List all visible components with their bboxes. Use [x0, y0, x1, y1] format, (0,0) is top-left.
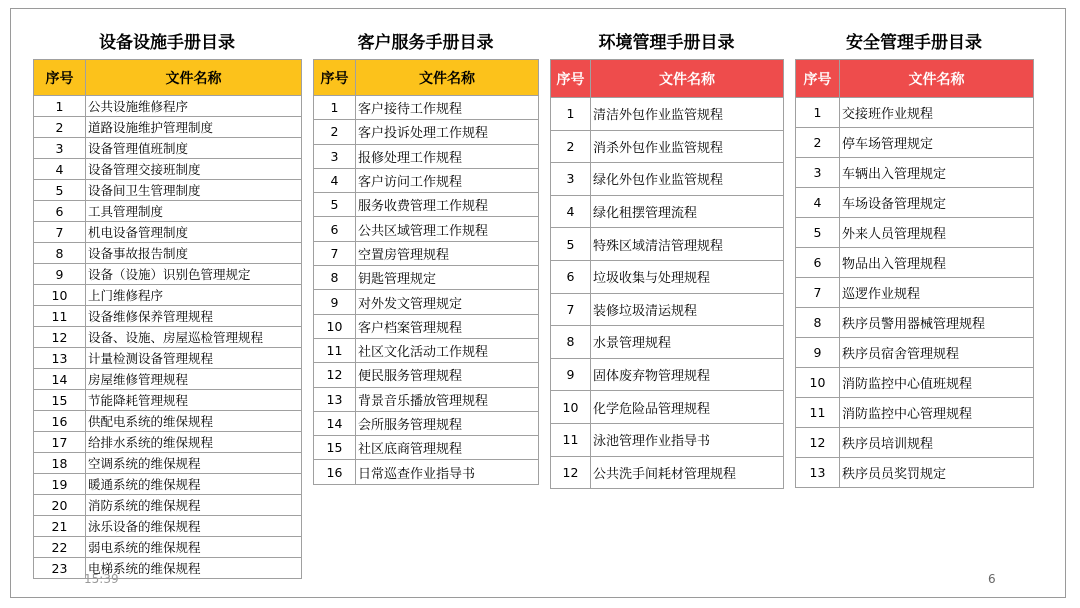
table-row	[34, 306, 302, 327]
document-name: 道路设施维护管理制度	[86, 117, 302, 138]
document-name: 秩序员警用器械管理规程	[840, 308, 1034, 338]
row-number: 3	[34, 138, 86, 159]
document-name: 公共设施维修程序	[86, 96, 302, 117]
document-name: 设备、设施、房屋巡检管理规程	[86, 327, 302, 348]
table-row	[314, 168, 539, 192]
document-name: 钥匙管理规定	[356, 266, 539, 290]
table-row	[551, 228, 784, 261]
document-name: 物品出入管理规程	[840, 248, 1034, 278]
table-row	[34, 537, 302, 558]
row-number: 22	[34, 537, 86, 558]
row-number: 9	[34, 264, 86, 285]
table-row	[551, 98, 784, 131]
table-row	[796, 308, 1034, 338]
row-number: 7	[796, 278, 840, 308]
row-number: 19	[34, 474, 86, 495]
document-name: 消杀外包作业监管规程	[591, 130, 784, 163]
row-number: 8	[314, 266, 356, 290]
row-number: 2	[34, 117, 86, 138]
row-number: 2	[796, 128, 840, 158]
table-row	[34, 516, 302, 537]
table-row	[34, 369, 302, 390]
table-row	[34, 201, 302, 222]
document-name: 车辆出入管理规定	[840, 158, 1034, 188]
header-num: 序号	[551, 60, 591, 98]
document-name: 给排水系统的维保规程	[86, 432, 302, 453]
row-number: 13	[314, 387, 356, 411]
row-number: 21	[34, 516, 86, 537]
row-number: 4	[314, 168, 356, 192]
table-row	[34, 138, 302, 159]
table-row	[314, 411, 539, 435]
row-number: 11	[796, 398, 840, 428]
row-number: 20	[34, 495, 86, 516]
row-number: 18	[34, 453, 86, 474]
document-name: 社区底商管理规程	[356, 436, 539, 460]
table-row	[551, 293, 784, 326]
environment-title: 环境管理手册目录	[598, 33, 735, 53]
table-row	[796, 428, 1034, 458]
row-number: 5	[796, 218, 840, 248]
row-number: 9	[551, 358, 591, 391]
table-row	[314, 266, 539, 290]
document-name: 停车场管理规定	[840, 128, 1034, 158]
table-row	[314, 241, 539, 265]
row-number: 8	[796, 308, 840, 338]
header-name: 文件名称	[591, 60, 784, 98]
table-header-row	[314, 60, 539, 96]
document-name: 公共区域管理工作规程	[356, 217, 539, 241]
row-number: 1	[34, 96, 86, 117]
table-row	[34, 432, 302, 453]
table-row	[551, 326, 784, 359]
row-number: 4	[551, 195, 591, 228]
table-row	[34, 474, 302, 495]
equipment-table	[33, 59, 302, 579]
row-number: 5	[34, 180, 86, 201]
document-name: 车场设备管理规定	[840, 188, 1034, 218]
table-row	[34, 222, 302, 243]
document-name: 机电设备管理制度	[86, 222, 302, 243]
table-row	[796, 248, 1034, 278]
customer-service-table	[313, 59, 539, 485]
table-row	[34, 411, 302, 432]
row-number: 13	[796, 458, 840, 488]
document-name: 空调系统的维保规程	[86, 453, 302, 474]
row-number: 1	[796, 98, 840, 128]
document-name: 服务收费管理工作规程	[356, 193, 539, 217]
document-name: 消防监控中心值班规程	[840, 368, 1034, 398]
row-number: 8	[34, 243, 86, 264]
header-num: 序号	[314, 60, 356, 96]
document-name: 垃圾收集与处理规程	[591, 260, 784, 293]
table-row	[34, 285, 302, 306]
row-number: 7	[314, 241, 356, 265]
table-row	[551, 423, 784, 456]
table-row	[551, 163, 784, 196]
document-name: 会所服务管理规程	[356, 411, 539, 435]
document-name: 秩序员宿舍管理规程	[840, 338, 1034, 368]
row-number: 8	[551, 326, 591, 359]
table-row	[34, 390, 302, 411]
document-name: 空置房管理规程	[356, 241, 539, 265]
document-name: 节能降耗管理规程	[86, 390, 302, 411]
row-number: 10	[551, 391, 591, 424]
table-row	[796, 398, 1034, 428]
row-number: 12	[34, 327, 86, 348]
table-row	[796, 458, 1034, 488]
header-name: 文件名称	[840, 60, 1034, 98]
row-number: 6	[34, 201, 86, 222]
document-name: 清洁外包作业监管规程	[591, 98, 784, 131]
document-name: 客户投诉处理工作规程	[356, 120, 539, 144]
header-name: 文件名称	[356, 60, 539, 96]
document-name: 设备间卫生管理制度	[86, 180, 302, 201]
document-name: 巡逻作业规程	[840, 278, 1034, 308]
row-number: 7	[34, 222, 86, 243]
row-number: 9	[796, 338, 840, 368]
safety-table-body	[796, 98, 1034, 488]
document-name: 外来人员管理规程	[840, 218, 1034, 248]
table-row	[551, 456, 784, 489]
table-row	[796, 218, 1034, 248]
table-row	[314, 290, 539, 314]
row-number: 11	[34, 306, 86, 327]
document-name: 绿化租摆管理流程	[591, 195, 784, 228]
header-num: 序号	[796, 60, 840, 98]
document-name: 交接班作业规程	[840, 98, 1034, 128]
document-name: 社区文化活动工作规程	[356, 338, 539, 362]
equipment-table-body	[34, 96, 302, 579]
table-row	[796, 128, 1034, 158]
row-number: 5	[551, 228, 591, 261]
table-row	[34, 117, 302, 138]
table-row	[34, 327, 302, 348]
row-number: 15	[314, 436, 356, 460]
table-row	[34, 558, 302, 579]
safety-table	[795, 59, 1034, 488]
equipment-title: 设备设施手册目录	[99, 33, 235, 53]
document-name: 水景管理规程	[591, 326, 784, 359]
row-number: 14	[34, 369, 86, 390]
row-number: 23	[34, 558, 86, 579]
table-row	[314, 363, 539, 387]
customer-service-table-body	[314, 96, 539, 485]
document-name: 公共洗手间耗材管理规程	[591, 456, 784, 489]
document-name: 装修垃圾清运规程	[591, 293, 784, 326]
row-number: 11	[314, 338, 356, 362]
row-number: 6	[796, 248, 840, 278]
document-name: 消防系统的维保规程	[86, 495, 302, 516]
row-number: 3	[551, 163, 591, 196]
table-row	[34, 96, 302, 117]
table-row	[314, 144, 539, 168]
document-name: 电梯系统的维保规程	[86, 558, 302, 579]
table-row	[34, 495, 302, 516]
document-name: 秩序员员奖罚规定	[840, 458, 1034, 488]
document-name: 设备管理值班制度	[86, 138, 302, 159]
document-name: 客户访问工作规程	[356, 168, 539, 192]
row-number: 6	[314, 217, 356, 241]
table-row	[314, 436, 539, 460]
table-row	[796, 278, 1034, 308]
row-number: 17	[34, 432, 86, 453]
header-num: 序号	[34, 60, 86, 96]
row-number: 11	[551, 423, 591, 456]
row-number: 10	[796, 368, 840, 398]
table-header-row	[796, 60, 1034, 98]
document-name: 设备维修保养管理规程	[86, 306, 302, 327]
row-number: 9	[314, 290, 356, 314]
row-number: 15	[34, 390, 86, 411]
table-row	[796, 158, 1034, 188]
document-name: 特殊区域清洁管理规程	[591, 228, 784, 261]
row-number: 16	[314, 460, 356, 484]
table-row	[314, 314, 539, 338]
row-number: 16	[34, 411, 86, 432]
document-name: 设备（设施）识别色管理规定	[86, 264, 302, 285]
table-row	[34, 453, 302, 474]
row-number: 1	[314, 96, 356, 120]
document-name: 秩序员培训规程	[840, 428, 1034, 458]
table-row	[314, 120, 539, 144]
document-name: 设备事故报告制度	[86, 243, 302, 264]
table-header-row	[551, 60, 784, 98]
safety-title: 安全管理手册目录	[846, 33, 982, 53]
table-row	[796, 98, 1034, 128]
table-row	[796, 338, 1034, 368]
table-row	[314, 193, 539, 217]
document-name: 设备管理交接班制度	[86, 159, 302, 180]
document-name: 计量检测设备管理规程	[86, 348, 302, 369]
customer-service-title: 客户服务手册目录	[357, 33, 494, 53]
environment-table-body	[551, 98, 784, 489]
table-row	[796, 188, 1034, 218]
row-number: 13	[34, 348, 86, 369]
table-row	[314, 338, 539, 362]
document-name: 日常巡查作业指导书	[356, 460, 539, 484]
document-name: 绿化外包作业监管规程	[591, 163, 784, 196]
row-number: 5	[314, 193, 356, 217]
row-number: 1	[551, 98, 591, 131]
row-number: 12	[314, 363, 356, 387]
document-name: 弱电系统的维保规程	[86, 537, 302, 558]
document-name: 化学危险品管理规程	[591, 391, 784, 424]
document-name: 泳池管理作业指导书	[591, 423, 784, 456]
table-row	[314, 387, 539, 411]
row-number: 4	[34, 159, 86, 180]
document-name: 便民服务管理规程	[356, 363, 539, 387]
table-row	[314, 217, 539, 241]
table-row	[34, 348, 302, 369]
document-name: 消防监控中心管理规程	[840, 398, 1034, 428]
document-name: 固体废弃物管理规程	[591, 358, 784, 391]
row-number: 3	[796, 158, 840, 188]
table-row	[34, 159, 302, 180]
row-number: 2	[314, 120, 356, 144]
row-number: 10	[314, 314, 356, 338]
table-row	[314, 96, 539, 120]
table-row	[551, 260, 784, 293]
row-number: 3	[314, 144, 356, 168]
document-name: 报修处理工作规程	[356, 144, 539, 168]
document-name: 泳乐设备的维保规程	[86, 516, 302, 537]
document-name: 对外发文管理规定	[356, 290, 539, 314]
table-row	[551, 130, 784, 163]
footer-time: 15:39	[84, 572, 119, 586]
environment-table	[550, 59, 784, 489]
page-number: 6	[988, 572, 996, 586]
table-row	[796, 368, 1034, 398]
document-name: 工具管理制度	[86, 201, 302, 222]
document-name: 供配电系统的维保规程	[86, 411, 302, 432]
document-name: 暖通系统的维保规程	[86, 474, 302, 495]
document-name: 客户档案管理规程	[356, 314, 539, 338]
table-row	[551, 391, 784, 424]
row-number: 7	[551, 293, 591, 326]
table-row	[34, 264, 302, 285]
row-number: 4	[796, 188, 840, 218]
row-number: 10	[34, 285, 86, 306]
document-name: 背景音乐播放管理规程	[356, 387, 539, 411]
document-name: 客户接待工作规程	[356, 96, 539, 120]
table-row	[314, 460, 539, 484]
row-number: 14	[314, 411, 356, 435]
row-number: 6	[551, 260, 591, 293]
header-name: 文件名称	[86, 60, 302, 96]
table-row	[34, 243, 302, 264]
table-row	[551, 358, 784, 391]
table-row	[551, 195, 784, 228]
document-name: 房屋维修管理规程	[86, 369, 302, 390]
row-number: 12	[551, 456, 591, 489]
document-name: 上门维修程序	[86, 285, 302, 306]
table-row	[34, 180, 302, 201]
row-number: 12	[796, 428, 840, 458]
row-number: 2	[551, 130, 591, 163]
table-header-row	[34, 60, 302, 96]
